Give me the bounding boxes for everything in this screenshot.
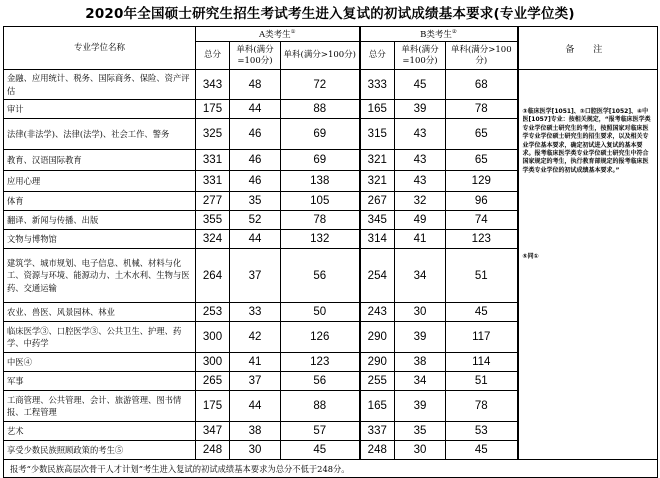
score-a-total: 248 [196, 441, 230, 460]
category-name: 建筑学、城市规划、电子信息、机械、材料与化工、资源与环境、能源动力、土木水利、生物与医药、交通运输 [4, 249, 196, 303]
score-a-gt100: 78 [281, 211, 360, 230]
score-b-100: 34 [395, 249, 446, 303]
score-a-gt100: 126 [281, 322, 360, 353]
score-a-total: 300 [196, 322, 230, 353]
score-a-gt100: 56 [281, 249, 360, 303]
score-a-gt100: 57 [281, 422, 360, 441]
score-b-total: 248 [360, 441, 395, 460]
score-a-total: 175 [196, 100, 230, 119]
notes-paragraph: ③临床医学[1051]、③口腔医学[1052]、④中医[1057]专业：按相关规定，“报考临床医学类专业学位硕士研究生的考生，按照国家对临床医学专业学位硕士研究生的招生要求，以及相关专业学位基本要求，确定初试进入复试的基本要求。报考临床医学类专业学位硕士研究生中符合国家规定的考生，执行教育部规定的报考临床医学类专业学位的初试成绩基本要求。” [522, 108, 651, 174]
score-b-gt100: 45 [446, 303, 518, 322]
score-b-100: 39 [395, 391, 446, 422]
category-name: 临床医学③、口腔医学③、公共卫生、护理、药学、中药学 [4, 322, 196, 353]
score-a-100: 52 [230, 211, 281, 230]
a-single100-header: 单科(满分=100分) [230, 42, 281, 70]
score-a-gt100: 69 [281, 119, 360, 150]
score-a-total: 347 [196, 422, 230, 441]
score-b-100: 43 [395, 171, 446, 192]
score-a-gt100: 45 [281, 441, 360, 460]
category-name: 文物与博物馆 [4, 230, 196, 249]
score-b-total: 267 [360, 192, 395, 211]
score-a-total: 331 [196, 171, 230, 192]
category-name: 享受少数民族照顾政策的考生⑤ [4, 441, 196, 460]
score-b-100: 45 [395, 70, 446, 100]
score-b-100: 39 [395, 100, 446, 119]
score-b-100: 49 [395, 211, 446, 230]
page-title: 2020年全国硕士研究生招生考试考生进入复试的初试成绩基本要求(专业学位类) [85, 6, 575, 22]
score-b-total: 345 [360, 211, 395, 230]
score-b-gt100: 117 [446, 322, 518, 353]
score-a-total: 343 [196, 70, 230, 100]
score-b-total: 315 [360, 119, 395, 150]
score-a-100: 33 [230, 303, 281, 322]
score-b-total: 290 [360, 322, 395, 353]
score-a-100: 38 [230, 422, 281, 441]
score-a-gt100: 105 [281, 192, 360, 211]
score-a-100: 35 [230, 192, 281, 211]
score-a-gt100: 132 [281, 230, 360, 249]
score-b-gt100: 51 [446, 372, 518, 391]
category-name: 军事 [4, 372, 196, 391]
notes-header: 备 注 [518, 27, 658, 70]
score-a-100: 30 [230, 441, 281, 460]
score-a-100: 46 [230, 150, 281, 171]
category-name: 中医④ [4, 353, 196, 372]
score-a-gt100: 138 [281, 171, 360, 192]
b-single100-header: 单科(满分=100分) [395, 42, 446, 70]
category-name: 金融、应用统计、税务、国际商务、保险、资产评估 [4, 70, 196, 100]
category-name: 体育 [4, 192, 196, 211]
score-b-total: 165 [360, 100, 395, 119]
score-b-100: 30 [395, 441, 446, 460]
score-b-gt100: 68 [446, 70, 518, 100]
score-b-gt100: 129 [446, 171, 518, 192]
score-b-100: 32 [395, 192, 446, 211]
score-b-100: 35 [395, 422, 446, 441]
score-b-total: 314 [360, 230, 395, 249]
score-b-gt100: 114 [446, 353, 518, 372]
score-a-total: 265 [196, 372, 230, 391]
score-a-gt100: 88 [281, 391, 360, 422]
a-total-header: 总分 [196, 42, 230, 70]
score-b-gt100: 74 [446, 211, 518, 230]
category-name: 法律(非法学)、法律(法学)、社会工作、警务 [4, 119, 196, 150]
category-name: 应用心理 [4, 171, 196, 192]
score-b-total: 337 [360, 422, 395, 441]
category-name: 艺术 [4, 422, 196, 441]
score-a-total: 331 [196, 150, 230, 171]
score-a-100: 44 [230, 230, 281, 249]
category-header: 专业学位名称 [4, 27, 196, 70]
score-b-gt100: 96 [446, 192, 518, 211]
b-single-gt100-header: 单科(满分>100分) [446, 42, 518, 70]
score-a-total: 264 [196, 249, 230, 303]
score-a-total: 300 [196, 353, 230, 372]
category-name: 工商管理、公共管理、会计、旅游管理、图书情报、工程管理 [4, 391, 196, 422]
score-a-100: 41 [230, 353, 281, 372]
score-b-100: 38 [395, 353, 446, 372]
score-b-gt100: 78 [446, 391, 518, 422]
score-a-gt100: 50 [281, 303, 360, 322]
score-a-100: 44 [230, 100, 281, 119]
score-b-total: 255 [360, 372, 395, 391]
score-a-gt100: 72 [281, 70, 360, 100]
category-name: 教育、汉语国际教育 [4, 150, 196, 171]
score-a-gt100: 123 [281, 353, 360, 372]
score-a-gt100: 56 [281, 372, 360, 391]
score-b-total: 321 [360, 171, 395, 192]
table-row [4, 70, 658, 100]
score-a-total: 355 [196, 211, 230, 230]
score-a-100: 42 [230, 322, 281, 353]
notes-cell [518, 70, 658, 460]
score-a-gt100: 69 [281, 150, 360, 171]
score-b-gt100: 53 [446, 422, 518, 441]
score-b-gt100: 65 [446, 119, 518, 150]
category-name: 翻译、新闻与传播、出版 [4, 211, 196, 230]
b-total-header: 总分 [360, 42, 395, 70]
score-b-gt100: 78 [446, 100, 518, 119]
score-b-gt100: 51 [446, 249, 518, 303]
score-a-total: 325 [196, 119, 230, 150]
category-name: 审计 [4, 100, 196, 119]
score-a-100: 44 [230, 391, 281, 422]
notes-paragraph: ⑤同① [522, 253, 539, 261]
score-b-total: 333 [360, 70, 395, 100]
score-b-100: 43 [395, 119, 446, 150]
score-a-total: 324 [196, 230, 230, 249]
score-b-total: 290 [360, 353, 395, 372]
score-a-100: 48 [230, 70, 281, 100]
score-a-100: 46 [230, 171, 281, 192]
score-b-100: 39 [395, 322, 446, 353]
a-single-gt100-header: 单科(满分>100分) [281, 42, 360, 70]
a-group-header: A类考生① [196, 27, 360, 42]
footer-note: 报考“少数民族高层次骨干人才计划”考生进入复试的初试成绩基本要求为总分不低于248分。 [4, 460, 658, 478]
score-b-100: 41 [395, 230, 446, 249]
score-b-total: 321 [360, 150, 395, 171]
score-b-100: 30 [395, 303, 446, 322]
b-group-header: B类考生② [360, 27, 518, 42]
score-b-gt100: 123 [446, 230, 518, 249]
score-a-100: 46 [230, 119, 281, 150]
score-b-gt100: 65 [446, 150, 518, 171]
score-b-gt100: 45 [446, 441, 518, 460]
score-a-total: 277 [196, 192, 230, 211]
score-b-100: 34 [395, 372, 446, 391]
score-a-100: 37 [230, 372, 281, 391]
score-b-total: 165 [360, 391, 395, 422]
category-name: 农业、兽医、风景园林、林业 [4, 303, 196, 322]
score-a-total: 175 [196, 391, 230, 422]
score-b-100: 43 [395, 150, 446, 171]
score-b-total: 243 [360, 303, 395, 322]
score-a-100: 37 [230, 249, 281, 303]
score-requirements-table [3, 26, 658, 478]
score-a-gt100: 88 [281, 100, 360, 119]
score-b-total: 254 [360, 249, 395, 303]
score-a-total: 253 [196, 303, 230, 322]
